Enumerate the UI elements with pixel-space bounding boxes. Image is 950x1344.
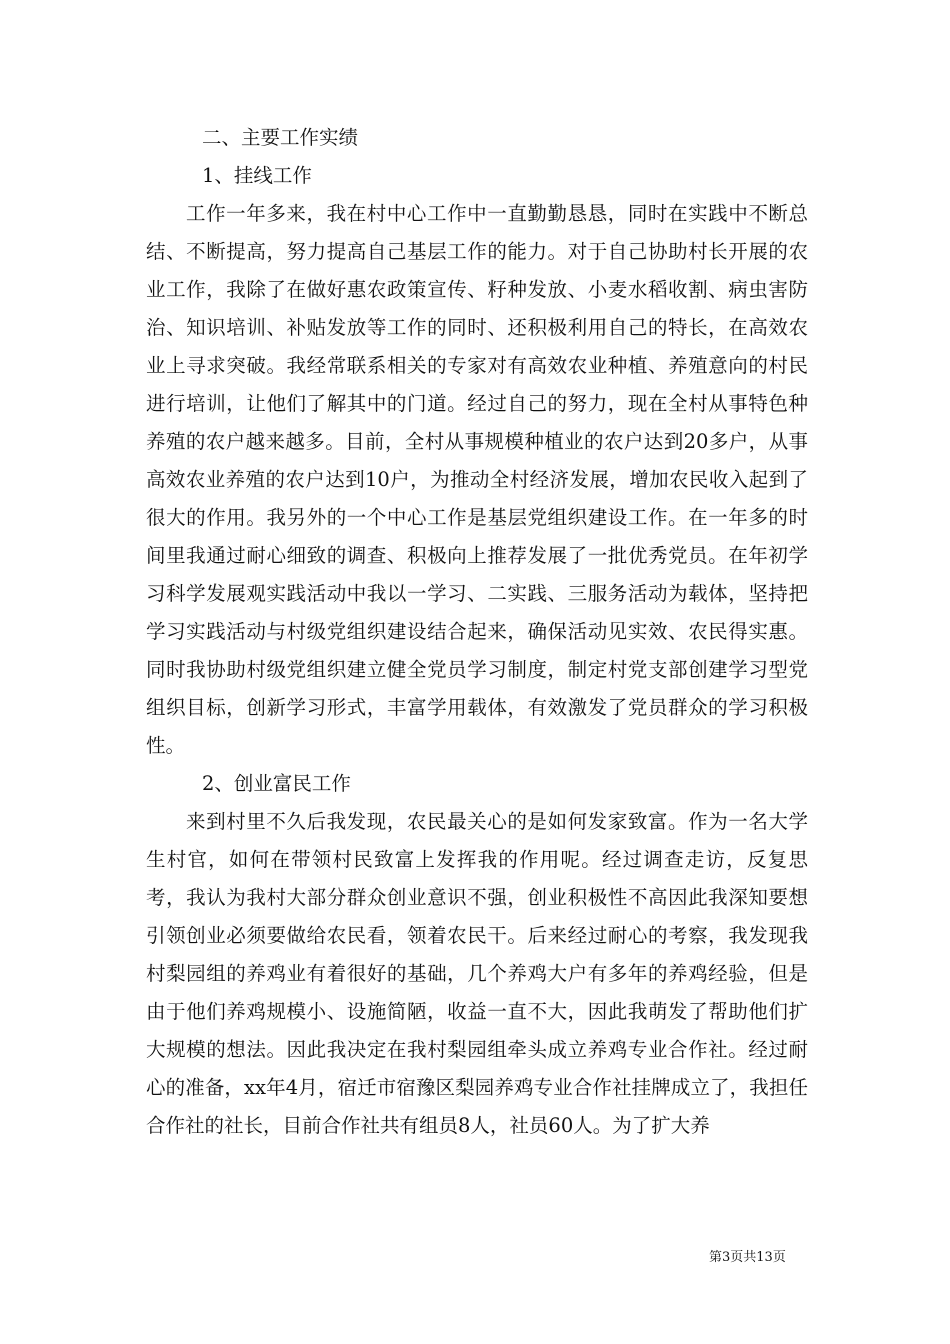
paragraph-1: 工作一年多来，我在村中心工作中一直勤勤恳恳，同时在实践中不断总结、不断提高，努力提高自己基层工作的能力。对于自己协助村长开展的农业工作，我除了在做好惠农政策宣传、籽种发放、小麦水稻收割、病虫害防治、知识培训、补贴发放等工作的同时、还积极利用自己的特长，在高效农业上寻求突破。我经常联系相关的专家对有高效农业种植、养殖意向的村民进行培训，让他们了解其中的门道。经过自己的努力，现在全村从事特色种养殖的农户越来越多。目前，全村从事规模种植业的农户达到20多户，从事高效农业养殖的农户达到10户，为推动全村经济发展，增加农民收入起到了很大的作用。我另外的一个中心工作是基层党组织建设工作。在一年多的时间里我通过耐心细致的调查、积极向上推荐发展了一批优秀党员。在年初学习科学发展观实践活动中我以一学习、二实践、三服务活动为载体，坚持把学习实践活动与村级党组织建设结合起来，确保活动见实效、农民得实惠。同时我协助村级党组织建立健全党员学习制度，制定村党支部创建学习型党组织目标，创新学习形式，丰富学用载体，有效激发了党员群众的学习积极性。 bbox=[146, 202, 808, 757]
section-heading: 二、主要工作实绩 bbox=[202, 126, 359, 149]
document-body bbox=[146, 119, 808, 1145]
page-footer: 第3页共13页 bbox=[709, 1250, 786, 1265]
subsection-heading-1: 1、挂线工作 bbox=[202, 164, 312, 187]
paragraph-2: 来到村里不久后我发现，农民最关心的是如何发家致富。作为一名大学生村官，如何在带领村民致富上发挥我的作用呢。经过调查走访，反复思考，我认为我村大部分群众创业意识不强，创业积极性不高因此我深知要想引领创业必须要做给农民看，领着农民干。后来经过耐心的考察，我发现我村梨园组的养鸡业有着很好的基础，几个养鸡大户有多年的养鸡经验，但是由于他们养鸡规模小、设施简陋，收益一直不大，因此我萌发了帮助他们扩大规模的想法。因此我决定在我村梨园组牵头成立养鸡专业合作社。经过耐心的准备，xx年4月，宿迁市宿豫区梨园养鸡专业合作社挂牌成立了，我担任合作社的社长，目前合作社共有组员8人，社员60人。为了扩大养 bbox=[146, 810, 808, 1137]
subsection-heading-2: 2、创业富民工作 bbox=[202, 772, 351, 795]
